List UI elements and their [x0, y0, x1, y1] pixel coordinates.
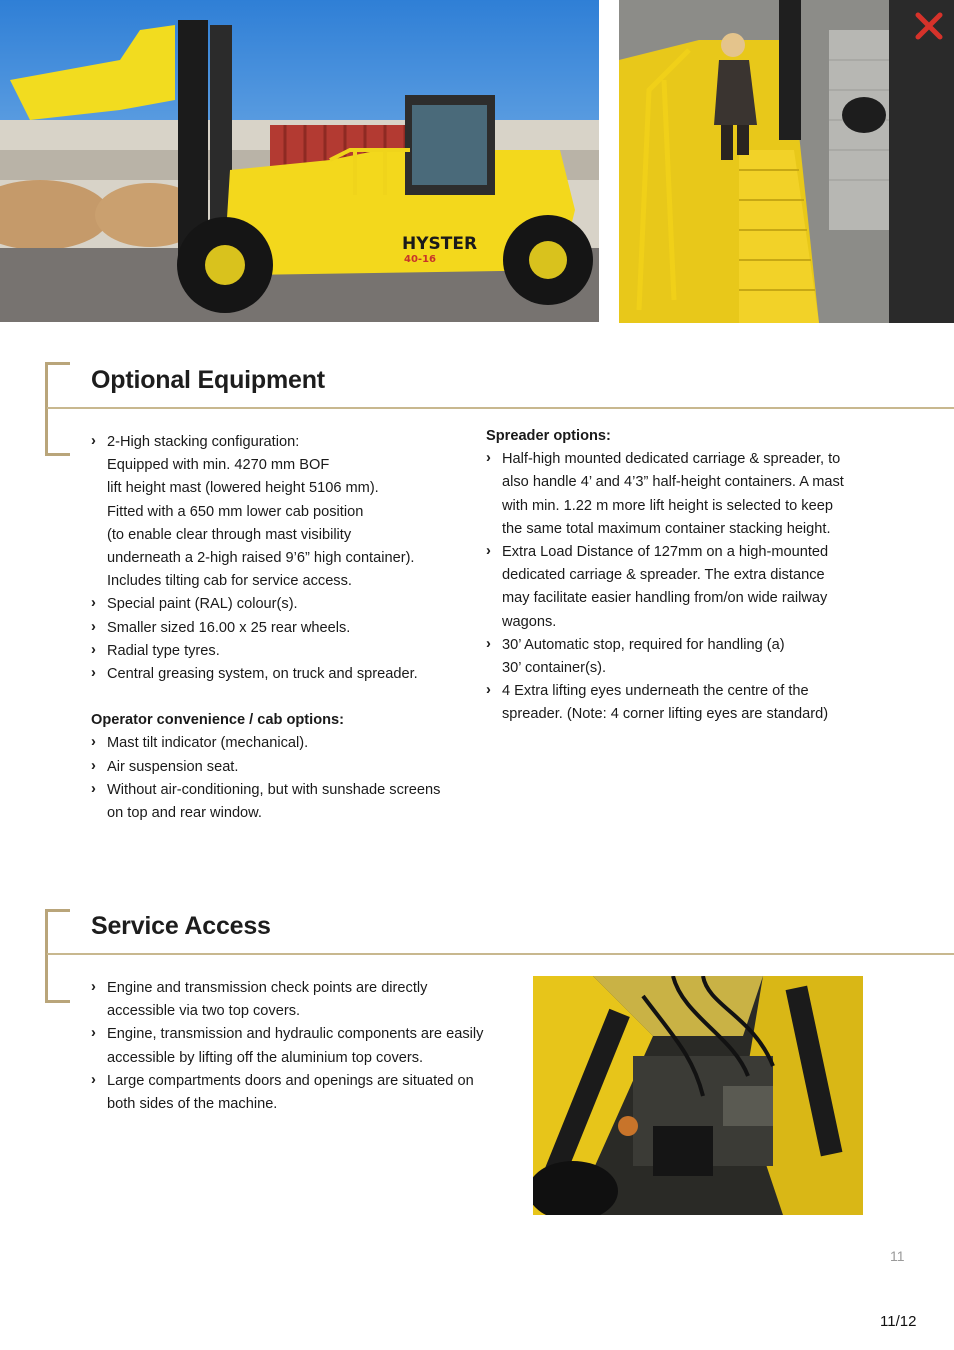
spreader-options-heading: Spreader options:	[486, 428, 611, 444]
page-fraction: 11/12	[880, 1313, 917, 1330]
section-bracket	[45, 362, 70, 456]
spreader-options-list	[486, 448, 886, 726]
optional-equipment-right-column	[486, 425, 886, 727]
list-item: › Radial type tyres.	[91, 640, 481, 663]
engine-photo	[533, 976, 863, 1215]
hyster-logo: HYSTER	[402, 234, 478, 254]
section-rule	[47, 953, 954, 955]
list-item: › Large compartments doors and openings are situated on both sides of the machine.	[91, 1070, 511, 1116]
list-item: › Extra Load Distance of 127mm on a high-mounted dedicated carriage & spreader. The extra distance may facilitate easier handling from/on wide railway wagons.	[486, 541, 886, 634]
cab-access-photo	[619, 0, 954, 323]
model-decal: 40-16	[404, 254, 436, 265]
list-item: › Smaller sized 16.00 x 25 rear wheels.	[91, 617, 481, 640]
service-access-title: Service Access	[91, 912, 271, 940]
list-item: › Without air-conditioning, but with sunshade screens on top and rear window.	[91, 779, 481, 825]
list-item: › Engine, transmission and hydraulic components are easily accessible by lifting off the aluminium top covers.	[91, 1023, 511, 1069]
section-rule	[47, 407, 954, 409]
operator-options-heading: Operator convenience / cab options:	[91, 712, 345, 729]
page-number: 11	[890, 1248, 905, 1264]
service-access-list	[91, 977, 511, 1116]
list-item: › Special paint (RAL) colour(s).	[91, 593, 481, 616]
list-item: › Engine and transmission check points are directly accessible via two top covers.	[91, 977, 511, 1023]
list-item: › Air suspension seat.	[91, 756, 481, 779]
list-item: › 4 Extra lifting eyes underneath the centre of the spreader. (Note: 4 corner lifting eyes are standard)	[486, 680, 886, 726]
optional-equipment-left-column	[91, 431, 481, 825]
list-item: › Central greasing system, on truck and spreader.	[91, 663, 481, 686]
operator-options-list	[91, 732, 481, 825]
service-access-column	[91, 977, 511, 1116]
close-icon[interactable]	[913, 10, 945, 42]
list-item: › 30’ Automatic stop, required for handling (a) 30’ container(s).	[486, 634, 886, 680]
list-item: › Half-high mounted dedicated carriage & spreader, to also handle 4’ and 4’3” half-height containers. A mast with min. 1.22 m more lift height is selected to keep the same total maximum container stacking height.	[486, 448, 886, 541]
optional-equipment-title: Optional Equipment	[91, 366, 325, 394]
forklift-photo	[0, 0, 599, 322]
list-item: › Mast tilt indicator (mechanical).	[91, 732, 481, 755]
list-item: › 2-High stacking configuration: Equipped with min. 4270 mm BOF lift height mast (lowered height 5106 mm). Fitted with a 650 mm lower cab position (to enable clear through mast visibility underneath a 2-high raised 9’6” high container). Includes tilting cab for service access.	[91, 431, 481, 593]
optional-equipment-list	[91, 431, 481, 686]
section-bracket	[45, 909, 70, 1003]
